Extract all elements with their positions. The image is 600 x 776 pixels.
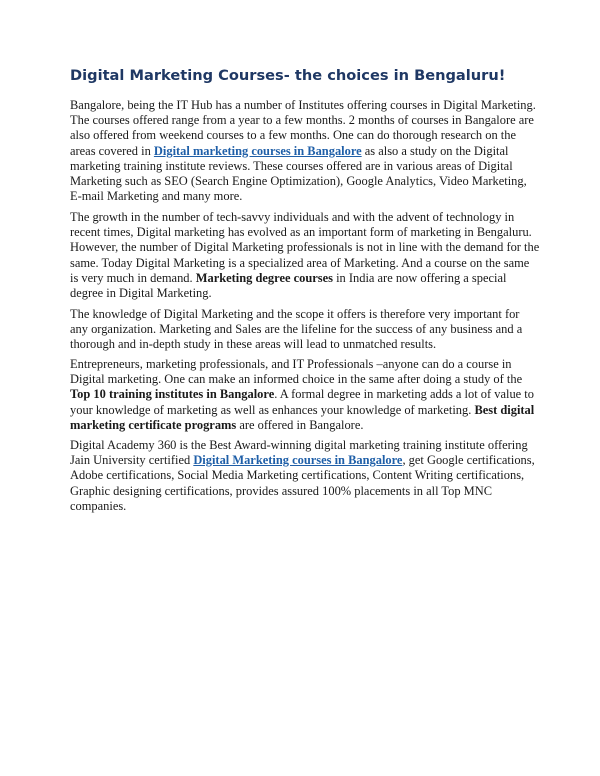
paragraph-2-text-b: in India are now offering a special degree in Digital Marketing. <box>70 270 507 301</box>
paragraph-1-text-b: as also a study on the Digital marketing training institute reviews. These courses offered are in various areas of Digital Marketing such as SEO (Search Engine Optimization), Google Analytics, Video Marketing, E-mail Marketing and many more. <box>70 143 527 204</box>
paragraph-3-text: The knowledge of Digital Marketing and the scope it offers is therefore very important for any organization. Marketing and Sales are the lifeline for the success of any business and a thorough and in-depth study in these areas will lead to unmatched results. <box>70 307 523 352</box>
paragraph-5-text-a: Digital Academy 360 is the Best Award-winning digital marketing training institute offering Jain University certified <box>70 438 528 468</box>
paragraph-3 <box>70 307 540 353</box>
paragraph-4-text-c: are offered in Bangalore. <box>236 417 364 432</box>
paragraph-4-text-a: Entrepreneurs, marketing professionals, and IT Professionals –anyone can do a course in Digital marketing. One can make an informed choice in the same after doing a study of the <box>70 357 523 387</box>
paragraph-4 <box>70 357 540 433</box>
top-10-institutes-bold: Top 10 training institutes in Bangalore <box>70 387 275 402</box>
digital-marketing-courses-link-1[interactable]: Digital marketing courses in Bangalore <box>153 143 362 158</box>
document-title: Digital Marketing Courses- the choices in Bengaluru! <box>70 67 506 84</box>
paragraph-1-text-a: Bangalore, being the IT Hub has a number of Institutes offering courses in Digital Marketing. The courses offered range from a year to a few months. 2 months of courses in Bangalore are also offered from weekend courses to a few months. One can do thorough research on the areas covered in <box>70 98 536 158</box>
best-certificate-programs-bold: Best digital marketing certificate programs <box>70 402 535 432</box>
paragraph-1 <box>70 98 540 204</box>
paragraph-2-text-a: The growth in the number of tech-savvy individuals and with the advent of technology in recent times, Digital marketing has evolved as an important form of marketing in Bengaluru. However, the number of Digital Marketing professionals is not in line with the demand for the same. Today Digital Marketing is a specialized area of Marketing. And a course on the same is very much in demand. <box>70 210 540 285</box>
paragraph-5 <box>70 438 540 514</box>
marketing-degree-courses-bold: Marketing degree courses <box>195 270 333 285</box>
paragraph-2 <box>70 210 540 301</box>
paragraph-5-text-b: , get Google certifications, Adobe certifications, Social Media Marketing certifications, Content Writing certifications, Graphic designing certifications, provides assured 100% placements in all Top MNC companies. <box>70 453 535 513</box>
paragraph-4-text-b: . A formal degree in marketing adds a lot of value to your knowledge of marketing as well as enhances your knowledge of marketing. <box>70 387 534 417</box>
digital-marketing-courses-link-2[interactable]: Digital Marketing courses in Bangalore <box>193 453 403 468</box>
